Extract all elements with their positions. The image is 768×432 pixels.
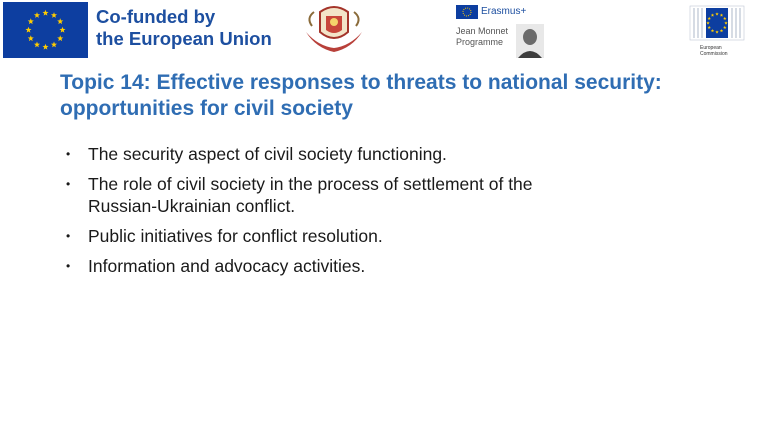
erasmus-logo xyxy=(456,4,536,19)
eu-flag-icon xyxy=(3,2,88,58)
erasmus-flag-icon xyxy=(456,5,478,19)
bullet-item xyxy=(60,255,700,277)
bullet-item xyxy=(60,143,700,165)
bullet-icon: • xyxy=(66,259,71,273)
bullet-text xyxy=(88,225,700,247)
jean-monnet-line-2: Programme xyxy=(456,37,504,47)
ec-line-1: European xyxy=(700,45,722,51)
slide-title-line-2: opportunities for civil society xyxy=(60,97,353,120)
ec-line-2: Commission xyxy=(700,51,728,57)
bullet-item xyxy=(60,173,700,217)
bullet-line: Russian-Ukrainian conflict. xyxy=(88,196,296,216)
bullet-line: The role of civil society in the process of settlement of the xyxy=(88,174,533,194)
university-crest-icon xyxy=(300,2,368,54)
jean-monnet-portrait-icon xyxy=(516,24,544,58)
bullet-line: The security aspect of civil society functioning. xyxy=(88,144,447,164)
jean-monnet-label xyxy=(456,26,516,48)
erasmus-label: Erasmus+ xyxy=(481,6,527,17)
co-funded-line-2: the European Union xyxy=(96,28,272,49)
bullet-list xyxy=(60,143,700,285)
bullet-line: Public initiatives for conflict resolution. xyxy=(88,226,383,246)
bullet-text xyxy=(88,173,700,217)
bullet-icon: • xyxy=(66,147,71,161)
jean-monnet-logo xyxy=(456,24,548,58)
bullet-icon: • xyxy=(66,177,71,191)
slide-title-line-1: Topic 14: Effective responses to threats to national security: xyxy=(60,71,662,94)
european-commission-label xyxy=(700,45,728,57)
co-funded-line-1: Co-funded by xyxy=(96,6,216,27)
co-funded-label xyxy=(96,6,296,50)
bullet-icon: • xyxy=(66,229,71,243)
jean-monnet-line-1: Jean Monnet xyxy=(456,26,509,36)
bullet-text xyxy=(88,143,700,165)
bullet-item xyxy=(60,225,700,247)
bullet-text xyxy=(88,255,700,277)
slide-title xyxy=(60,70,720,122)
bullet-line: Information and advocacy activities. xyxy=(88,256,366,276)
